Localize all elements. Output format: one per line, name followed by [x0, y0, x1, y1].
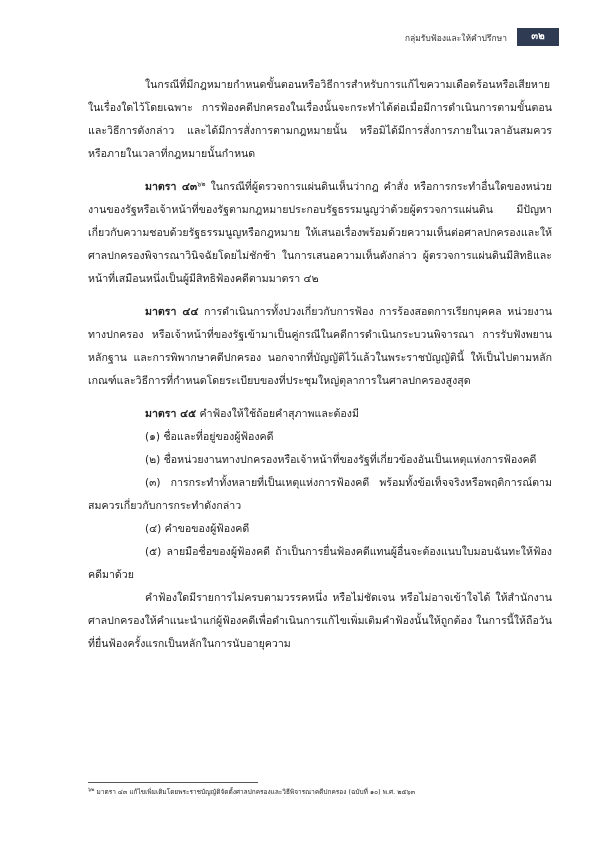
section-45-text: คำฟ้องให้ใช้ถ้อยคำสุภาพและต้องมี — [196, 408, 359, 420]
section-45 — [88, 403, 552, 426]
section-43-text: ในกรณีที่ผู้ตรวจการแผ่นดินเห็นว่ากฎ คำสั่ง หรือการกระทำอื่นใดของหน่วยงานของรัฐหรือเจ้าหน้าที่ของรัฐตามกฎหมายประกอบรัฐธรรมนูญว่าด้วยผู้ตรวจการแผ่นดิน มีปัญหาเกี่ยวกับความชอบด้วยรัฐธรรมนูญหรือกฎหมาย ให้เสนอเรื่องพร้อมด้วยความเห็นต่อศาลปกครองและให้ศาลปกครองพิจารณาวินิจฉัยโดยไม่ชักช้า ในการเสนอความเห็นดังกล่าว ผู้ตรวจการแผ่นดินมีสิทธิและหน้าที่เสมือนหนึ่งเป็นผู้มีสิทธิฟ้องคดีตามมาตรา ๔๒ — [88, 181, 552, 285]
list-item-3: (๓) การกระทำทั้งหลายที่เป็นเหตุแห่งการฟ้องคดี พร้อมทั้งข้อเท็จจริงหรือพฤติการณ์ตามสมควรเกี่ยวกับการกระทำดังกล่าว — [88, 477, 552, 512]
list-item-2: (๒) ชื่อหน่วยงานทางปกครองหรือเจ้าหน้าที่ของรัฐที่เกี่ยวข้องอันเป็นเหตุแห่งการฟ้องคดี — [145, 454, 537, 466]
section-45-closing: คำฟ้องใดมีรายการไม่ครบตามวรรคหนึ่ง หรือไม่ชัดเจน หรือไม่อาจเข้าใจได้ ให้สำนักงานศาลปกครองให้คำแนะนำแก่ผู้ฟ้องคดีเพื่อดำเนินการแก้ไขเพิ่มเติมคำฟ้องนั้นให้ถูกต้อง ในการนี้ให้ถือวันที่ยื่นฟ้องครั้งแรกเป็นหลักในการนับอายุความ — [88, 592, 552, 650]
section-44 — [88, 301, 552, 393]
page-number-badge: ๓๒ — [517, 28, 559, 46]
section-45-label: มาตรา ๔๕ — [145, 408, 197, 420]
footnote — [88, 787, 415, 797]
list-item-4: (๔) คำขอของผู้ฟ้องคดี — [145, 523, 250, 535]
section-43-footnote-ref[interactable]: ๖๒ — [197, 180, 206, 188]
list-item-1: (๑) ชื่อและที่อยู่ของผู้ฟ้องคดี — [145, 431, 274, 443]
section-43 — [88, 176, 552, 291]
page-header — [405, 28, 559, 46]
document-body — [88, 74, 552, 656]
section-43-label: มาตรา ๔๓ — [145, 181, 198, 193]
header-title: กลุ่มรับฟ้องและให้คำปรึกษา — [404, 34, 507, 44]
footnote-ref: ๖๒ — [88, 787, 95, 793]
footnote-text: มาตรา ๔๓ แก้ไขเพิ่มเติมโดยพระราชบัญญัติจัดตั้งศาลปกครองและวิธีพิจารณาคดีปกครอง (ฉบับที่ ๑๐) พ.ศ. ๒๕๖๓ — [94, 788, 416, 796]
footnote-divider — [88, 782, 258, 783]
section-44-label: มาตรา ๔๔ — [145, 306, 199, 318]
list-item-5: (๕) ลายมือชื่อของผู้ฟ้องคดี ถ้าเป็นการยื่นฟ้องคดีแทนผู้อื่นจะต้องแนบใบมอบฉันทะให้ฟ้องคดีมาด้วย — [88, 546, 552, 581]
paragraph-intro: ในกรณีที่มีกฎหมายกำหนดขั้นตอนหรือวิธีการสำหรับการแก้ไขความเดือดร้อนหรือเสียหายในเรื่องใดไว้โดยเฉพาะ การฟ้องคดีปกครองในเรื่องนั้นจะกระทำได้ต่อเมื่อมีการดำเนินการตามขั้นตอนและวิธีการดังกล่าว และได้มีการสั่งการตามกฎหมายนั้น หรือมิได้มีการสั่งการภายในเวลาอันสมควร หรือภายในเวลาที่กฎหมายนั้นกำหนด — [88, 79, 552, 160]
section-44-text: การดำเนินการทั้งปวงเกี่ยวกับการฟ้อง การร้องสอดการเรียกบุคคล หน่วยงานทางปกครอง หรือเจ้าหน้าที่ของรัฐเข้ามาเป็นคู่กรณีในคดีการดำเนินกระบวนพิจารณา การรับฟังพยานหลักฐาน และการพิพากษาคดีปกครอง นอกจากที่บัญญัติไว้แล้วในพระราชบัญญัตินี้ ให้เป็นไปตามหลักเกณฑ์และวิธีการที่กำหนดโดยระเบียบของที่ประชุมใหญ่ตุลาการในศาลปกครองสูงสุด — [88, 306, 552, 387]
